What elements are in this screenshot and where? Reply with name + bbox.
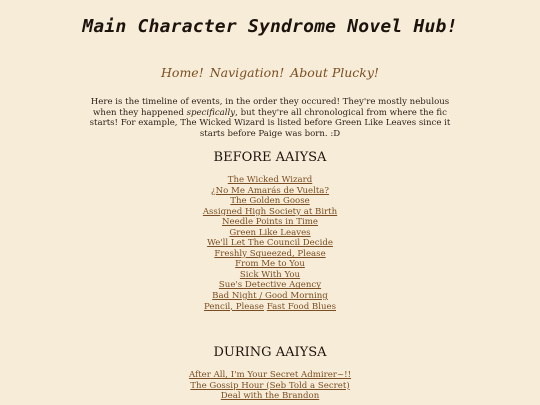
site-title: Main Character Syndrome Novel Hub! <box>82 16 458 37</box>
intro-text-1: Here is the timeline of events, in the order they occured! They're mostly nebulous when they happened <box>90 97 450 118</box>
main-nav <box>0 65 540 80</box>
during-heading: DURING AAIYSA <box>213 345 327 360</box>
story-link[interactable]: Sick With You <box>239 269 301 280</box>
story-link[interactable]: Fast Food Blues <box>266 301 337 312</box>
timeline-intro <box>80 97 460 139</box>
during-link-list <box>0 370 540 402</box>
before-link-list <box>0 175 540 312</box>
story-link[interactable]: ¿No Me Amarás de Vuelta? <box>210 185 330 196</box>
story-link[interactable]: The Gossip Hour (Seb Told a Secret) <box>190 380 350 391</box>
story-link[interactable]: From Me to You <box>235 259 305 270</box>
nav-navigation-link[interactable]: Navigation! <box>209 65 285 80</box>
nav-home-link[interactable]: Home! <box>161 65 204 80</box>
story-link[interactable]: The Golden Goose <box>230 196 310 207</box>
story-link[interactable]: After All, I'm Your Secret Admirer~!! <box>188 370 352 380</box>
story-link[interactable]: Freshly Squeezed, Please <box>214 248 326 259</box>
story-link[interactable]: Deal with the Brandon <box>220 391 320 402</box>
story-link[interactable]: We'll Let The Council Decide <box>207 238 333 249</box>
story-link[interactable]: Needle Points in Time <box>222 217 318 228</box>
before-heading: BEFORE AAIYSA <box>213 150 327 165</box>
story-link[interactable]: Bad Night / Good Morning <box>212 291 328 302</box>
nav-about-link[interactable]: About Plucky! <box>290 65 379 80</box>
story-link[interactable]: Green Like Leaves <box>229 227 311 238</box>
story-link[interactable]: Assigned High Society at Birth <box>202 206 338 217</box>
story-link[interactable]: Pencil, Please <box>203 301 265 312</box>
story-link[interactable]: Sue's Detective Agency <box>218 280 322 291</box>
story-link[interactable]: The Wicked Wizard <box>227 175 313 185</box>
intro-emphasis: specifically <box>186 107 236 118</box>
intro-text-2: , but they're all chronological from where the fic starts! For example, The Wicked Wizard is listed before Green Like Leaves since it starts before Paige was born. :D <box>89 107 451 139</box>
